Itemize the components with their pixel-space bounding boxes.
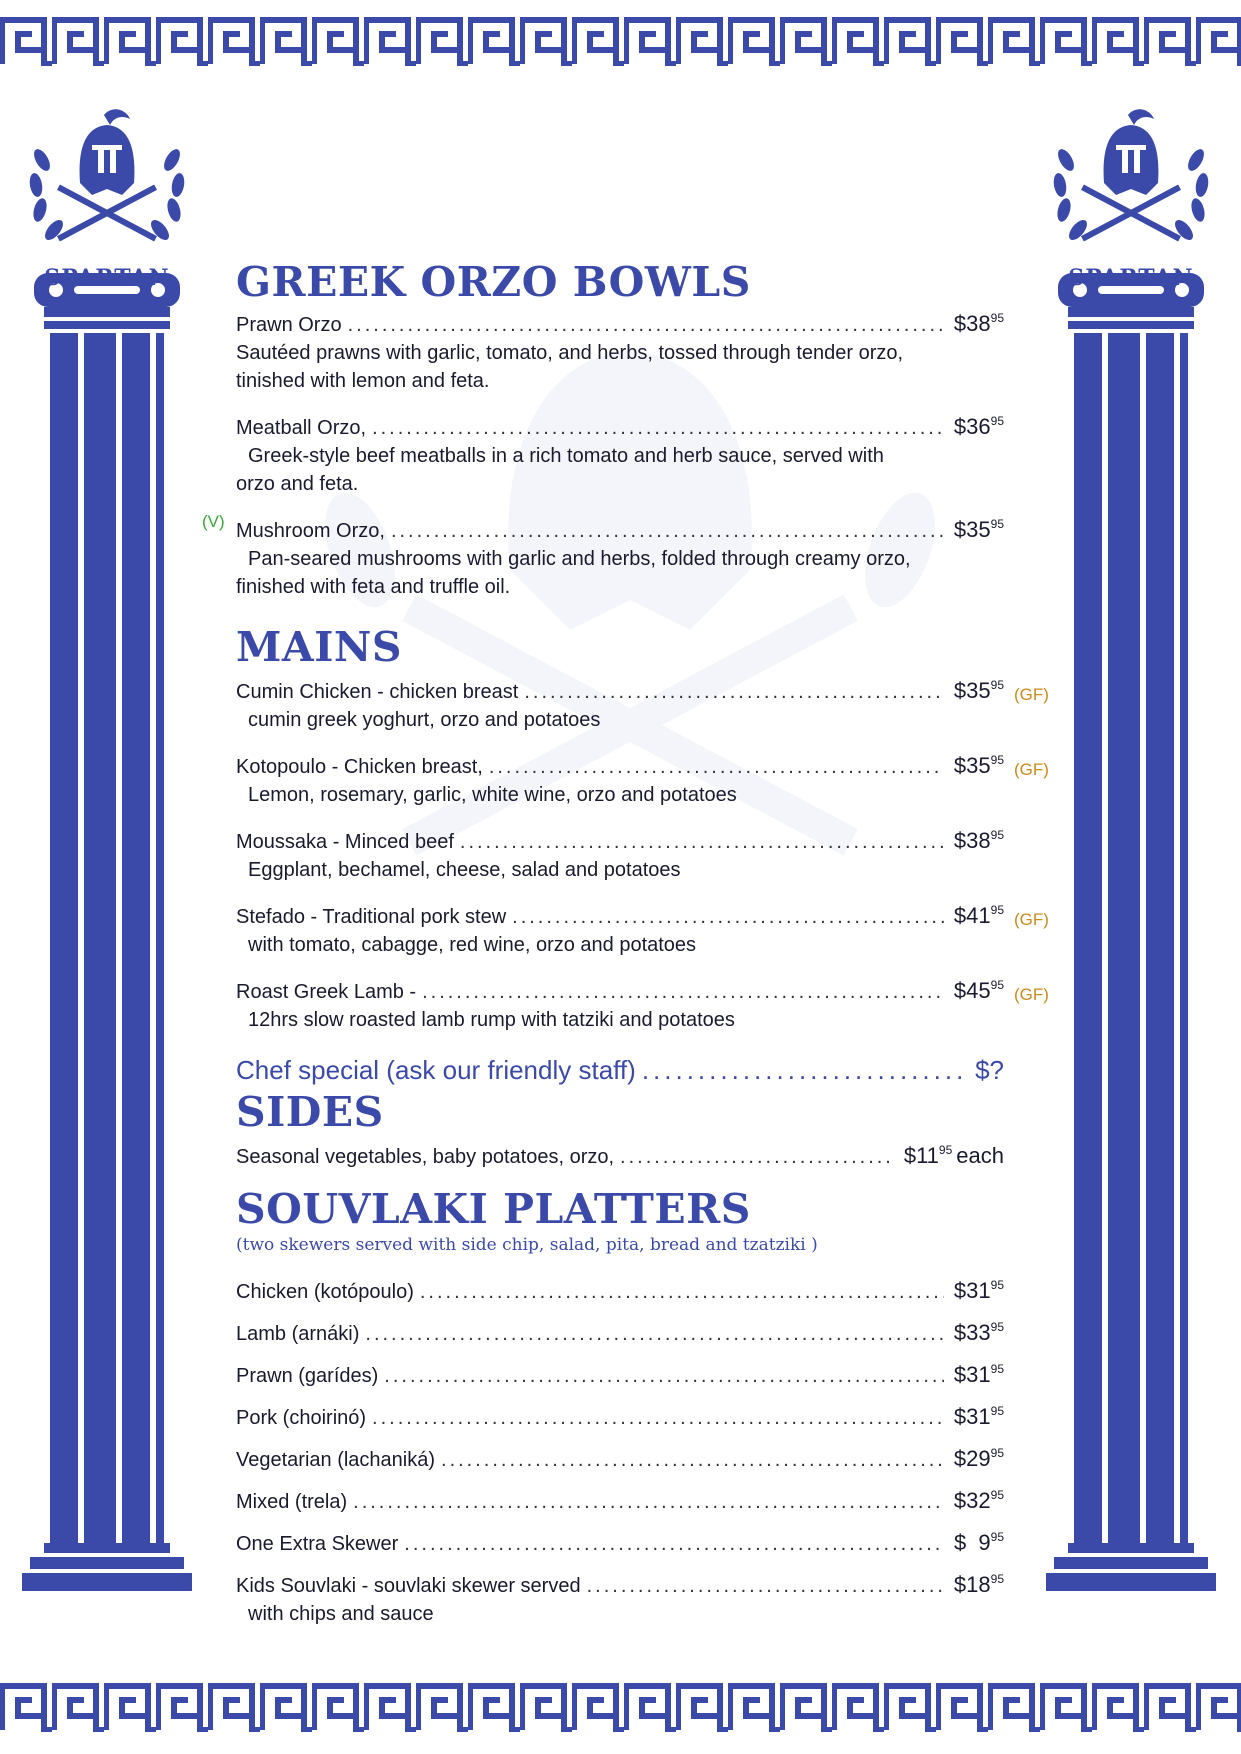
greek-key-border-top [0,10,1241,66]
item-name: Prawn (garídes) [236,1365,379,1387]
section-title-sides: SIDES [236,1088,384,1136]
greek-key-border-bottom [0,1676,1241,1732]
item-name: Mixed (trela) [236,1491,348,1513]
item-name: One Extra Skewer [236,1533,399,1555]
dot-leader [620,1143,894,1171]
section-note: (two skewers served with side chip, salad, pita, bread and tzatziki ) [236,1235,818,1255]
item-description: orzo and feta. [236,473,359,495]
dot-leader [353,1488,944,1516]
item-description: Pan-seared mushrooms with garlic and herbs, folded through creamy orzo, [248,548,911,570]
dot-leader [489,753,944,781]
dot-leader [524,678,944,706]
menu-item [236,1565,1004,1628]
menu-item [236,821,1004,884]
menu-item [236,407,1004,498]
item-name: Prawn Orzo [236,314,342,336]
menu-item [236,1439,1004,1474]
item-name: Mushroom Orzo, [236,520,385,542]
dot-leader [391,517,944,545]
menu-item [236,896,1049,959]
item-price: $ $9^{95}$ [953,1530,1004,1555]
item-price: $\$31^{95}$ [953,1278,1004,1303]
dot-leader [642,1056,965,1084]
item-description: Lemon, rosemary, garlic, white wine, orzo and potatoes [248,784,737,806]
dot-leader [372,414,944,442]
item-price: $\$31^{95}$ [953,1362,1004,1387]
gluten-free-tag: (GF) [1014,910,1049,929]
item-name: Kids Souvlaki - souvlaki skewer served [236,1575,581,1597]
item-price: $\$31^{95}$ [953,1404,1004,1429]
gluten-free-tag: (GF) [1014,760,1049,779]
item-name: Pork (choirinó) [236,1407,367,1429]
item-price: $\$35^{95}$ [953,517,1004,542]
menu-content [202,258,1056,1628]
brand-label-right: SPARTAN [1068,265,1194,291]
vegetarian-tag: (V) [202,512,225,531]
item-name: Roast Greek Lamb - [236,981,417,1003]
menu-item [236,1271,1004,1306]
gluten-free-tag: (GF) [1014,985,1049,1004]
item-price: $\$35^{95}$ [953,753,1004,778]
item-description: Eggplant, bechamel, cheese, salad and potatoes [248,859,681,881]
dot-leader [422,978,944,1006]
right-column-pillar [1046,105,1216,1635]
menu-item [202,510,1004,601]
menu-item [236,1136,1004,1171]
dot-leader [460,828,944,856]
item-description: 12hrs slow roasted lamb rump with tatziki and potatoes [248,1009,735,1031]
item-name: Cumin Chicken - chicken breast [236,681,519,703]
item-description: tinished with lemon and feta. [236,370,490,392]
item-name: Meatball Orzo, [236,417,367,439]
item-price: $\$29^{95}$ [953,1446,1004,1471]
menu-item [236,1355,1004,1390]
item-price: $\$36^{95}$ [953,414,1004,439]
menu-item [236,304,1004,395]
dot-leader [348,311,944,339]
dot-leader [420,1278,944,1306]
item-price: $\$35^{95}$ [953,678,1004,703]
item-name: Moussaka - Minced beef [236,831,454,853]
dot-leader [384,1362,944,1390]
spartan-emblem-icon [22,105,192,1635]
item-description: with tomato, cabagge, red wine, orzo and potatoes [248,934,697,956]
gluten-free-tag: (GF) [1014,685,1049,704]
section-title-souvlaki: SOUVLAKI PLATTERS [236,1185,751,1233]
item-price: $\$32^{95}$ [953,1488,1004,1513]
menu-item [236,1481,1004,1516]
dot-leader [365,1320,944,1348]
dot-leader [441,1446,944,1474]
chef-special [236,1056,1004,1084]
dot-leader [372,1404,944,1432]
item-name: Stefado - Traditional pork stew [236,906,507,928]
left-column-pillar [22,105,192,1635]
item-description: finished with feta and truffle oil. [236,576,511,598]
spartan-emblem-icon [1046,105,1216,1635]
chef-special-label: Chef special (ask our friendly staff) [236,1055,636,1085]
item-price: $\$38^{95}$ [953,311,1004,336]
menu-item [236,746,1049,809]
dot-leader [512,903,944,931]
item-price: $\$41^{95}$ [953,903,1004,928]
item-name: Seasonal vegetables, baby potatoes, orzo, [236,1146,615,1168]
item-description: with chips and sauce [248,1603,434,1625]
menu-item [236,971,1049,1034]
dot-leader [404,1530,944,1558]
item-description: cumin greek yoghurt, orzo and potatoes [248,709,601,731]
souvlaki-list [236,1271,1056,1628]
item-name: Kotopoulo - Chicken breast, [236,756,483,778]
chef-special-price: $? [975,1055,1004,1085]
menu-item [236,1523,1004,1558]
menu-item [236,1313,1004,1348]
item-name: Vegetarian (lachaniká) [236,1449,436,1471]
item-description: Sautéed prawns with garlic, tomato, and herbs, tossed through tender orzo, [236,342,904,364]
item-name: Chicken (kotópoulo) [236,1281,414,1303]
dot-leader [587,1572,944,1600]
section-title-orzo: GREEK ORZO BOWLS [236,258,751,306]
item-price: $\$11^{95}$ each [903,1143,1004,1168]
item-price: $\$45^{95}$ [953,978,1004,1003]
menu-item [236,671,1049,734]
item-price: $\$18^{95}$ [953,1572,1004,1597]
item-name: Lamb (arnáki) [236,1323,360,1345]
item-price: $\$38^{95}$ [953,828,1004,853]
item-description: Greek-style beef meatballs in a rich tomato and herb sauce, served with [248,445,884,467]
item-price: $\$33^{95}$ [953,1320,1004,1345]
brand-label-left: SPARTAN [44,265,170,291]
menu-item [236,1397,1004,1432]
section-title-mains: MAINS [236,623,402,671]
